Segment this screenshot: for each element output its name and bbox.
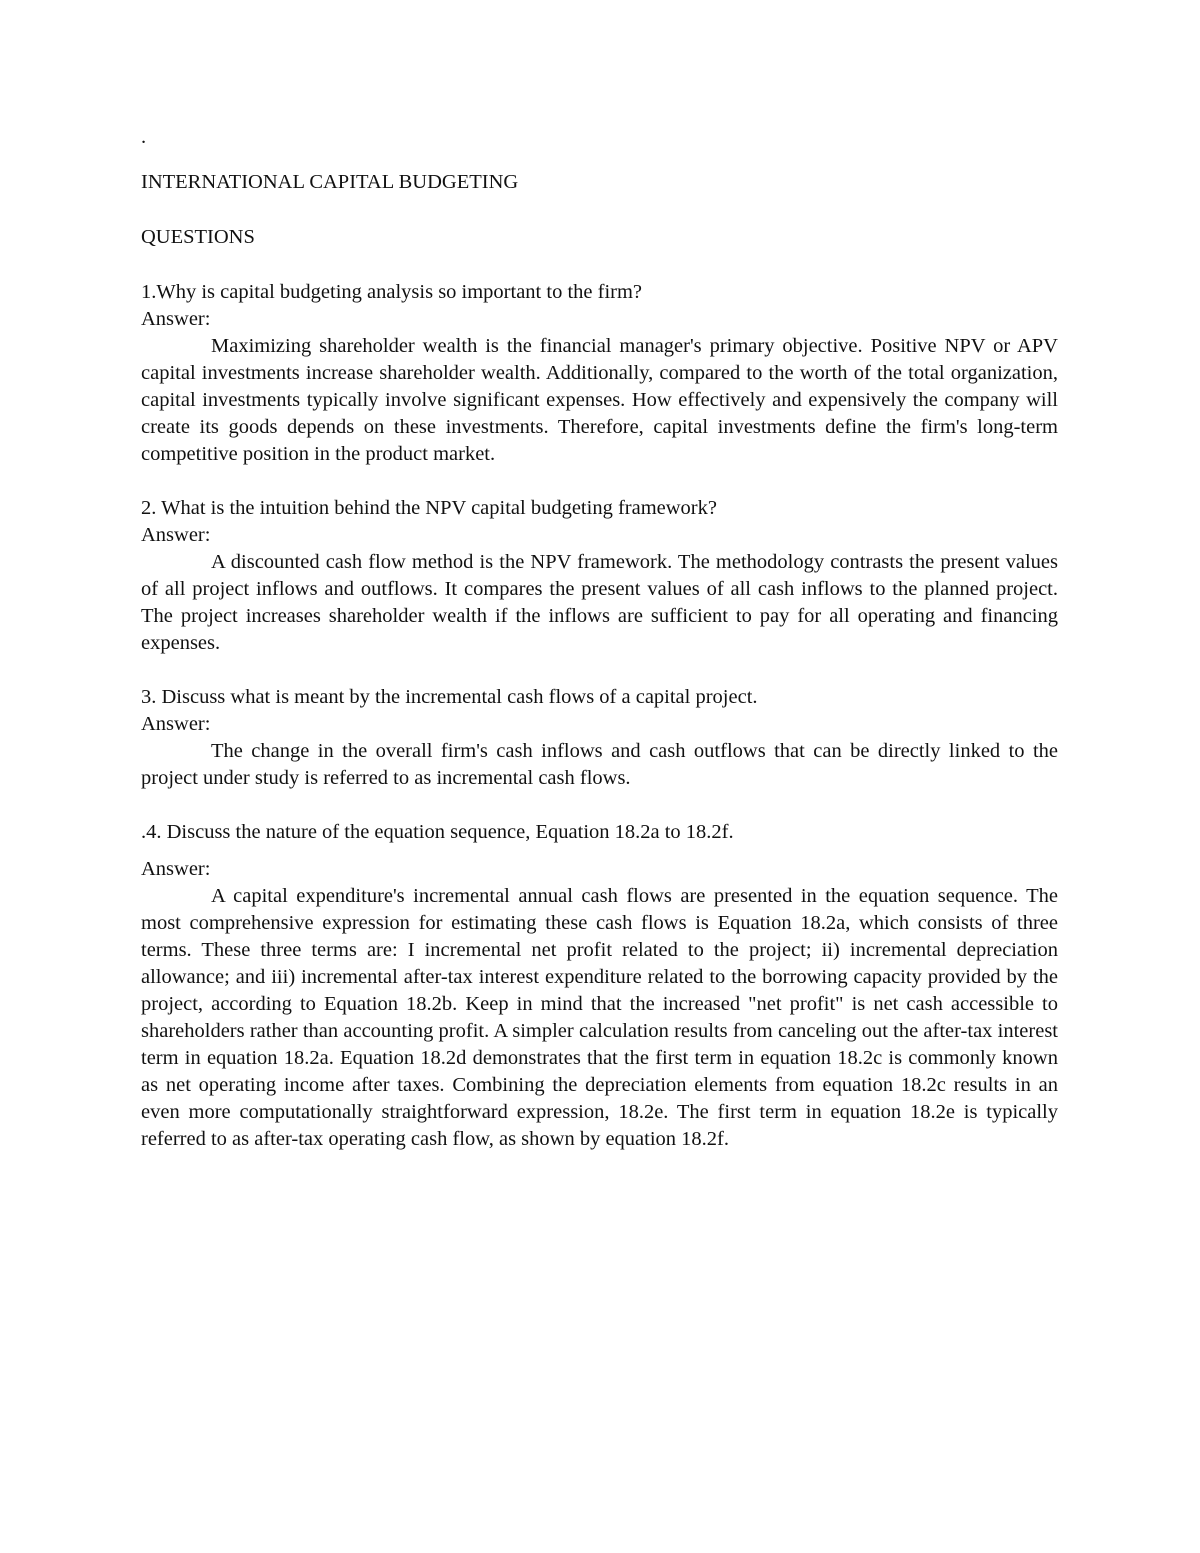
qa-item-3: [141, 684, 1058, 792]
answer-label-1: Answer:: [141, 308, 211, 330]
qa-item-1: [141, 279, 1058, 468]
answer-label-4: Answer:: [141, 858, 211, 880]
answer-1: Maximizing shareholder wealth is the financial manager's primary objective. Positive NPV or APV capital investments increase shareholder wealth. Additionally, compared to the worth of the total organization, capital investments typically involve significant expenses. How effectively and expensively the company will create its goods depends on these investments. Therefore, capital investments define the firm's long-term competitive position in the product market.: [141, 335, 1058, 465]
answer-label-2: Answer:: [141, 524, 211, 546]
answer-3: The change in the overall firm's cash inflows and cash outflows that can be directly linked to the project under study is referred to as incremental cash flows.: [141, 740, 1058, 789]
section-heading: QUESTIONS: [141, 226, 255, 248]
answer-label-3: Answer:: [141, 713, 211, 735]
document-body: [141, 124, 1058, 1180]
answer-4: A capital expenditure's incremental annual cash flows are presented in the equation sequence. The most comprehensive expression for estimating these cash flows is Equation 18.2a, which consists of three terms. These three terms are: I incremental net profit related to the project; ii) incremental depreciation allowance; and iii) incremental after-tax interest expenditure related to the borrowing capacity provided by the project, according to Equation 18.2b. Keep in mind that the increased "net profit" is net cash accessible to shareholders rather than accounting profit. A simpler calculation results from canceling out the after-tax interest term in equation 18.2a. Equation 18.2d demonstrates that the first term in equation 18.2c is commonly known as net operating income after taxes. Combining the depreciation elements from equation 18.2c results in an even more computationally straightforward expression, 18.2e. The first term in equation 18.2e is typically referred to as after-tax operating cash flow, as shown by equation 18.2f.: [141, 885, 1058, 1150]
question-2: 2. What is the intuition behind the NPV capital budgeting framework?: [141, 497, 717, 519]
document-title: INTERNATIONAL CAPITAL BUDGETING: [141, 171, 519, 193]
question-4: .4. Discuss the nature of the equation sequence, Equation 18.2a to 18.2f.: [141, 821, 734, 843]
qa-item-4: [141, 819, 1058, 1153]
question-1: 1.Why is capital budgeting analysis so important to the firm?: [141, 281, 643, 303]
question-3: 3. Discuss what is meant by the incremental cash flows of a capital project.: [141, 686, 758, 708]
bullet-mark: .: [141, 126, 147, 148]
answer-2: A discounted cash flow method is the NPV framework. The methodology contrasts the present values of all project inflows and outflows. It compares the present values of all cash inflows to the planned project. The project increases shareholder wealth if the inflows are sufficient to pay for all operating and financing expenses.: [141, 551, 1058, 654]
qa-item-2: [141, 495, 1058, 657]
